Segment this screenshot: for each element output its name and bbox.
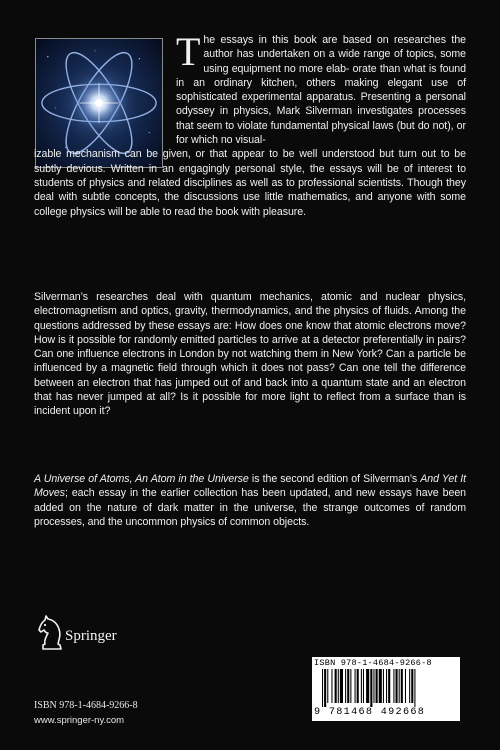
barcode-bar bbox=[414, 669, 415, 707]
barcode-bar bbox=[327, 669, 328, 703]
blurb-paragraph-3 bbox=[34, 472, 466, 529]
barcode-bar bbox=[366, 669, 369, 703]
blurb-text: izable mechanism can be given, or that appear to be well understood but turn out to be subtly devious. Written in an engagingly personal style, the essays will be of interest to students of physics and related disciplines as well as to professional scientists. Though they deal with subtle concepts, the discussions use little mathematics, and anyone with some college physics will be able to read the book with pleasure. bbox=[34, 148, 466, 218]
barcode-bar bbox=[383, 669, 384, 703]
barcode-icon bbox=[320, 669, 452, 707]
blurb-line: processes that seem to violate fundamental bbox=[176, 105, 466, 132]
blurb-text: ; each essay in the earlier collection has been updated, and new essays have been added on the nature of dark matter in the universe, the strange outcomes of random processes, and the uncommon physics of common objects. bbox=[34, 487, 466, 528]
publisher-url: www.springer-ny.com bbox=[34, 715, 125, 726]
barcode-bar bbox=[376, 669, 378, 703]
chess-knight-icon bbox=[34, 613, 68, 651]
barcode-bar bbox=[409, 669, 410, 703]
blurb-indented-lines bbox=[34, 29, 467, 147]
barcode-bar bbox=[379, 669, 382, 703]
blurb-text: is the second edition of Silverman’s bbox=[248, 473, 421, 485]
barcode-bar bbox=[370, 669, 372, 707]
blurb-line: odyssey in physics, Mark Silverman investigates bbox=[176, 105, 413, 118]
barcode-bar bbox=[388, 669, 390, 703]
barcode-bar bbox=[350, 669, 351, 703]
blurb-line: of topics, some using equipment no more elab- bbox=[203, 48, 466, 75]
barcode-bar bbox=[357, 669, 359, 703]
barcode-bar bbox=[401, 669, 403, 703]
barcode-bar bbox=[338, 669, 339, 703]
barcode-bar bbox=[361, 669, 362, 703]
blurb-line: orate than what is found in an ordinary kitchen, bbox=[176, 62, 466, 89]
book-title: A Universe of Atoms, An Atom in the Universe bbox=[34, 473, 249, 485]
barcode-label bbox=[312, 657, 460, 721]
drop-cap: T bbox=[176, 29, 201, 74]
isbn-text: ISBN 978-1-4684-9266-8 bbox=[34, 700, 138, 711]
barcode-digits: 9 781468 492668 bbox=[314, 707, 426, 718]
publisher-name: Springer bbox=[65, 628, 117, 644]
barcode-bar bbox=[411, 669, 413, 703]
barcode-bar bbox=[345, 669, 346, 703]
barcode-bar bbox=[373, 669, 374, 703]
blurb-line: experimental apparatus. Presenting a personal bbox=[241, 91, 466, 104]
barcode-bar bbox=[331, 669, 332, 703]
barcode-bar bbox=[405, 669, 406, 703]
barcode-bar bbox=[399, 669, 400, 703]
blurb-line: physical laws (but do not), or for which no visual- bbox=[176, 119, 467, 147]
blurb-line: the author has undertaken on a wide range bbox=[203, 34, 466, 61]
barcode-isbn: ISBN 978-1-4684-9266-8 bbox=[314, 658, 432, 668]
blurb-paragraph-2: Silverman’s researches deal with quantum mechanics, atomic and nuclear physics, electromagnetism and optics, gravity, thermodynamics, and the physics of fluids. Among the questions addressed by these essays are: How does one know that atomic electrons move? How is it possible for randomly emitted particles to arrive at a detector preferentially in pairs? Can one influence electrons in London by not watching them in New York? Can a particle be influenced by a magnetic field through which it does not pass? Can one tell the difference between an electron that has jumped out of and back into a quantum state and an electron that has never jumped at all? Is it possible for more light to reflect from a surface than is incident upon it? bbox=[34, 291, 466, 418]
blurb-line: others making elegant use of sophisticated bbox=[176, 76, 466, 104]
barcode-bar bbox=[363, 669, 364, 703]
blurb-line: he essays in this book are based on researches bbox=[203, 34, 446, 46]
barcode-bar bbox=[396, 669, 398, 703]
previous-book-title: And Yet It Moves bbox=[34, 473, 466, 500]
barcode-bar bbox=[393, 669, 394, 703]
barcode-bar bbox=[347, 669, 349, 703]
barcode-bar bbox=[340, 669, 343, 703]
barcode-bar bbox=[335, 669, 337, 703]
barcode-bar bbox=[386, 669, 387, 703]
barcode-bar bbox=[355, 669, 356, 703]
barcode-bar bbox=[322, 669, 323, 707]
barcode-bar bbox=[324, 669, 326, 707]
blurb-paragraph-1 bbox=[34, 29, 467, 219]
